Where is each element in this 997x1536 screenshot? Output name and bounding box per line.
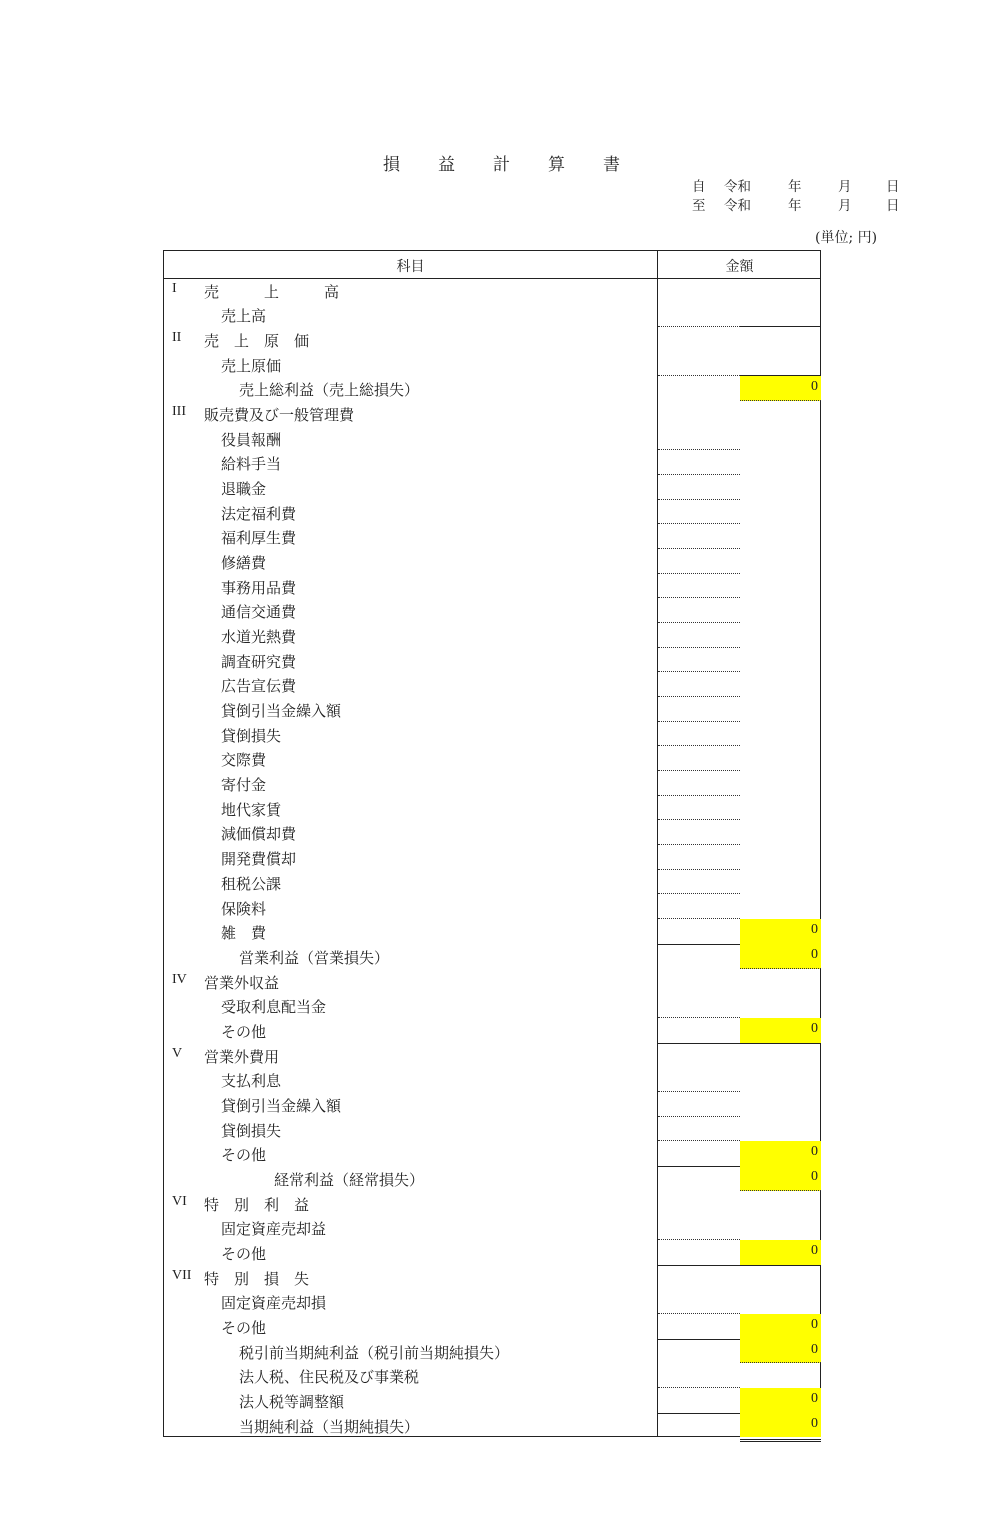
row-label: 貸倒損失	[221, 1121, 282, 1140]
row-label: その他	[221, 1319, 267, 1338]
amount-detail-cell[interactable]	[658, 598, 740, 623]
amount-detail-cell[interactable]	[658, 944, 740, 969]
row-label: 売上総利益（売上総損失）	[239, 381, 420, 400]
table-row	[164, 1092, 820, 1117]
unit-label: (単位; 円)	[815, 230, 878, 246]
row-label: 営業利益（営業損失）	[239, 948, 390, 967]
amount-total-cell[interactable]	[740, 327, 821, 352]
amount-total-cell[interactable]	[740, 1240, 821, 1265]
title-char: 損	[383, 155, 400, 175]
row-label: 通信交通費	[221, 603, 297, 622]
title-char: 計	[493, 155, 510, 175]
period-to-year: 年	[788, 198, 802, 214]
amount-detail-cell[interactable]	[658, 648, 740, 673]
table-row	[164, 1067, 820, 1092]
title-char: 算	[548, 155, 565, 175]
table-row	[164, 722, 820, 747]
amount-total-cell[interactable]	[740, 1339, 821, 1364]
amount-total-cell[interactable]	[740, 376, 821, 401]
amount-value: 0	[811, 1391, 818, 1407]
table-row	[164, 820, 820, 845]
amount-detail-cell[interactable]	[658, 1265, 740, 1290]
section-row	[164, 1191, 820, 1216]
amount-total-cell[interactable]	[740, 401, 821, 426]
amount-value: 0	[811, 1144, 818, 1160]
amount-total-cell[interactable]	[740, 1215, 821, 1240]
amount-detail-cell[interactable]	[658, 327, 740, 352]
amount-detail-cell[interactable]	[658, 1339, 740, 1364]
row-label: 保険料	[221, 899, 267, 918]
amount-total-cell[interactable]	[740, 1363, 821, 1388]
table-row	[164, 944, 820, 969]
row-label: 貸倒引当金繰入額	[221, 1096, 342, 1115]
amount-total-cell[interactable]	[740, 1413, 821, 1438]
amount-detail-cell[interactable]	[658, 697, 740, 722]
section-number: VII	[172, 1267, 192, 1283]
table-row	[164, 623, 820, 648]
section-row	[164, 969, 820, 994]
title-char: 益	[438, 155, 455, 175]
amount-total-cell[interactable]	[740, 722, 821, 747]
amount-total-cell[interactable]	[740, 820, 821, 845]
amount-total-cell[interactable]	[740, 1067, 821, 1092]
amount-total-cell[interactable]	[740, 993, 821, 1018]
table-row	[164, 993, 820, 1018]
row-label: 売 上 高	[204, 282, 340, 301]
amount-total-cell[interactable]	[740, 278, 821, 303]
amount-total-cell[interactable]	[740, 1191, 821, 1216]
row-label: 経常利益（経常損失）	[274, 1170, 425, 1189]
row-label: 地代家賃	[221, 800, 282, 819]
period-from-prefix: 自	[692, 179, 706, 195]
amount-detail-cell[interactable]	[658, 1043, 740, 1068]
row-label: 寄付金	[221, 776, 267, 795]
table-row	[164, 895, 820, 920]
amount-detail-cell[interactable]	[658, 352, 740, 377]
table-row	[164, 771, 820, 796]
amount-total-cell[interactable]	[740, 746, 821, 771]
amount-total-cell[interactable]	[740, 944, 821, 969]
amount-total-cell[interactable]	[740, 969, 821, 994]
amount-total-cell[interactable]	[740, 1092, 821, 1117]
row-label: 売 上 原 価	[204, 331, 310, 350]
amount-detail-cell[interactable]	[658, 993, 740, 1018]
amount-detail-cell[interactable]	[658, 1314, 740, 1339]
row-label: 給料手当	[221, 455, 282, 474]
table-row	[164, 1289, 820, 1314]
amount-total-cell[interactable]	[740, 870, 821, 895]
amount-total-cell[interactable]	[740, 1265, 821, 1290]
amount-detail-cell[interactable]	[658, 1117, 740, 1142]
amount-value: 0	[811, 922, 818, 938]
table-row	[164, 302, 820, 327]
header-subject: 科目	[396, 259, 425, 275]
row-label: 売上高	[221, 307, 267, 326]
amount-total-cell[interactable]	[740, 845, 821, 870]
amount-total-cell[interactable]	[740, 1117, 821, 1142]
section-number: III	[172, 403, 186, 419]
section-number: VI	[172, 1193, 187, 1209]
double-underline	[740, 1439, 821, 1442]
amount-total-cell[interactable]	[740, 524, 821, 549]
table-row	[164, 426, 820, 451]
table-row	[164, 870, 820, 895]
row-label: その他	[221, 1245, 267, 1264]
section-number: IV	[172, 971, 187, 987]
table-row	[164, 1388, 820, 1413]
table-row	[164, 1413, 820, 1438]
row-label: 貸倒損失	[221, 726, 282, 745]
amount-total-cell[interactable]	[740, 1289, 821, 1314]
table-row	[164, 450, 820, 475]
row-label: 福利厚生費	[221, 529, 297, 548]
row-label: 法人税、住民税及び事業税	[239, 1368, 420, 1387]
amount-detail-cell[interactable]	[658, 672, 740, 697]
table-row	[164, 1117, 820, 1142]
amount-detail-cell[interactable]	[658, 1166, 740, 1191]
amount-detail-cell[interactable]	[658, 524, 740, 549]
period-from-day: 日	[886, 179, 900, 195]
amount-total-cell[interactable]	[740, 549, 821, 574]
row-label: 固定資産売却損	[221, 1294, 327, 1313]
table-row	[164, 1141, 820, 1166]
header-amount: 金額	[725, 259, 754, 275]
amount-total-cell[interactable]	[740, 1388, 821, 1413]
amount-value: 0	[811, 1243, 818, 1259]
amount-value: 0	[811, 1168, 818, 1184]
amount-total-cell[interactable]	[740, 697, 821, 722]
amount-total-cell[interactable]	[740, 302, 821, 327]
table-row	[164, 845, 820, 870]
table-row	[164, 1314, 820, 1339]
amount-detail-cell[interactable]	[658, 1240, 740, 1265]
table-row	[164, 1215, 820, 1240]
document-title	[383, 150, 658, 175]
amount-detail-cell[interactable]	[658, 845, 740, 870]
amount-total-cell[interactable]	[740, 450, 821, 475]
amount-detail-cell[interactable]	[658, 549, 740, 574]
amount-detail-cell[interactable]	[658, 771, 740, 796]
section-number: II	[172, 329, 182, 345]
row-label: 販売費及び一般管理費	[204, 405, 355, 424]
row-label: その他	[221, 1146, 267, 1165]
amount-value: 0	[811, 946, 818, 962]
amount-detail-cell[interactable]	[658, 426, 740, 451]
amount-detail-cell[interactable]	[658, 1067, 740, 1092]
row-label: 事務用品費	[221, 578, 297, 597]
amount-total-cell[interactable]	[740, 1043, 821, 1068]
row-label: 役員報酬	[221, 430, 282, 449]
row-label: 交際費	[221, 751, 267, 770]
row-label: 水道光熱費	[221, 628, 297, 647]
table-row	[164, 549, 820, 574]
amount-total-cell[interactable]	[740, 475, 821, 500]
table-row	[164, 1166, 820, 1191]
amount-total-cell[interactable]	[740, 895, 821, 920]
table-row	[164, 500, 820, 525]
table-row	[164, 746, 820, 771]
section-number: I	[172, 280, 177, 296]
amount-detail-cell[interactable]	[658, 450, 740, 475]
row-label: 税引前当期純利益（税引前当期純損失）	[239, 1343, 510, 1362]
amount-value: 0	[811, 1415, 818, 1431]
row-label: 法定福利費	[221, 504, 297, 523]
row-label: 売上原価	[221, 356, 282, 375]
period-to-month: 月	[838, 198, 852, 214]
section-row	[164, 278, 820, 303]
table-row	[164, 1240, 820, 1265]
table-row	[164, 672, 820, 697]
amount-detail-cell[interactable]	[658, 376, 740, 401]
row-label: 修繕費	[221, 553, 267, 572]
row-label: 減価償却費	[221, 825, 297, 844]
amount-detail-cell[interactable]	[658, 1191, 740, 1216]
table-row	[164, 475, 820, 500]
row-label: 特 別 損 失	[204, 1269, 310, 1288]
amount-detail-cell[interactable]	[658, 796, 740, 821]
amount-detail-cell[interactable]	[658, 746, 740, 771]
row-label: その他	[221, 1022, 267, 1041]
row-label: 固定資産売却益	[221, 1220, 327, 1239]
section-row	[164, 1043, 820, 1068]
amount-detail-cell[interactable]	[658, 401, 740, 426]
amount-detail-cell[interactable]	[658, 1413, 740, 1438]
amount-detail-cell[interactable]	[658, 1289, 740, 1314]
period-from-era: 令和	[724, 179, 751, 195]
amount-detail-cell[interactable]	[658, 1092, 740, 1117]
period-from-month: 月	[838, 179, 852, 195]
amount-total-cell[interactable]	[740, 574, 821, 599]
amount-value: 0	[811, 379, 818, 395]
row-label: 支払利息	[221, 1072, 282, 1091]
amount-detail-cell[interactable]	[658, 302, 740, 327]
table-row	[164, 524, 820, 549]
amount-detail-cell[interactable]	[658, 1388, 740, 1413]
amount-detail-cell[interactable]	[658, 1215, 740, 1240]
amount-total-cell[interactable]	[740, 352, 821, 377]
amount-detail-cell[interactable]	[658, 1363, 740, 1388]
row-label: 法人税等調整額	[239, 1393, 345, 1412]
table-row	[164, 1018, 820, 1043]
row-label: 営業外費用	[204, 1047, 280, 1066]
table-row	[164, 376, 820, 401]
amount-total-cell[interactable]	[740, 648, 821, 673]
row-label: 雑 費	[221, 924, 267, 943]
amount-detail-cell[interactable]	[658, 722, 740, 747]
amount-detail-cell[interactable]	[658, 820, 740, 845]
table-row	[164, 1363, 820, 1388]
table-row	[164, 1339, 820, 1364]
amount-total-cell[interactable]	[740, 1314, 821, 1339]
title-char: 書	[603, 155, 620, 175]
amount-detail-cell[interactable]	[658, 500, 740, 525]
amount-total-cell[interactable]	[740, 1018, 821, 1043]
row-label: 調査研究費	[221, 652, 297, 671]
table-row	[164, 919, 820, 944]
section-row	[164, 1265, 820, 1290]
amount-detail-cell[interactable]	[658, 919, 740, 944]
table-header	[164, 251, 820, 279]
table-row	[164, 574, 820, 599]
table-row	[164, 598, 820, 623]
row-label: 特 別 利 益	[204, 1195, 310, 1214]
table-row	[164, 648, 820, 673]
amount-detail-cell[interactable]	[658, 475, 740, 500]
amount-total-cell[interactable]	[740, 919, 821, 944]
amount-detail-cell[interactable]	[658, 1141, 740, 1166]
section-row	[164, 401, 820, 426]
amount-detail-cell[interactable]	[658, 895, 740, 920]
period-to-day: 日	[886, 198, 900, 214]
amount-detail-cell[interactable]	[658, 870, 740, 895]
row-label: 租税公課	[221, 874, 282, 893]
section-number: V	[172, 1045, 183, 1061]
table-row	[164, 352, 820, 377]
amount-total-cell[interactable]	[740, 426, 821, 451]
row-label: 開発費償却	[221, 850, 297, 869]
amount-total-cell[interactable]	[740, 500, 821, 525]
table-row	[164, 796, 820, 821]
row-label: 貸倒引当金繰入額	[221, 702, 342, 721]
amount-total-cell[interactable]	[740, 771, 821, 796]
amount-detail-cell[interactable]	[658, 1018, 740, 1043]
amount-total-cell[interactable]	[740, 672, 821, 697]
table-row	[164, 697, 820, 722]
amount-detail-cell[interactable]	[658, 623, 740, 648]
income-statement-table	[163, 250, 821, 1437]
amount-value: 0	[811, 1317, 818, 1333]
amount-value: 0	[811, 1020, 818, 1036]
amount-total-cell[interactable]	[740, 1166, 821, 1191]
period-to-era: 令和	[724, 198, 751, 214]
row-label: 受取利息配当金	[221, 998, 327, 1017]
amount-total-cell[interactable]	[740, 1141, 821, 1166]
amount-total-cell[interactable]	[740, 623, 821, 648]
amount-detail-cell[interactable]	[658, 969, 740, 994]
row-label: 退職金	[221, 479, 267, 498]
amount-total-cell[interactable]	[740, 796, 821, 821]
period-from-year: 年	[788, 179, 802, 195]
section-row	[164, 327, 820, 352]
amount-detail-cell[interactable]	[658, 574, 740, 599]
amount-value: 0	[811, 1341, 818, 1357]
amount-detail-cell[interactable]	[658, 278, 740, 303]
amount-total-cell[interactable]	[740, 598, 821, 623]
row-label: 当期純利益（当期純損失）	[239, 1417, 420, 1436]
row-label: 営業外収益	[204, 973, 280, 992]
period-to-prefix: 至	[692, 198, 706, 214]
row-label: 広告宣伝費	[221, 677, 297, 696]
